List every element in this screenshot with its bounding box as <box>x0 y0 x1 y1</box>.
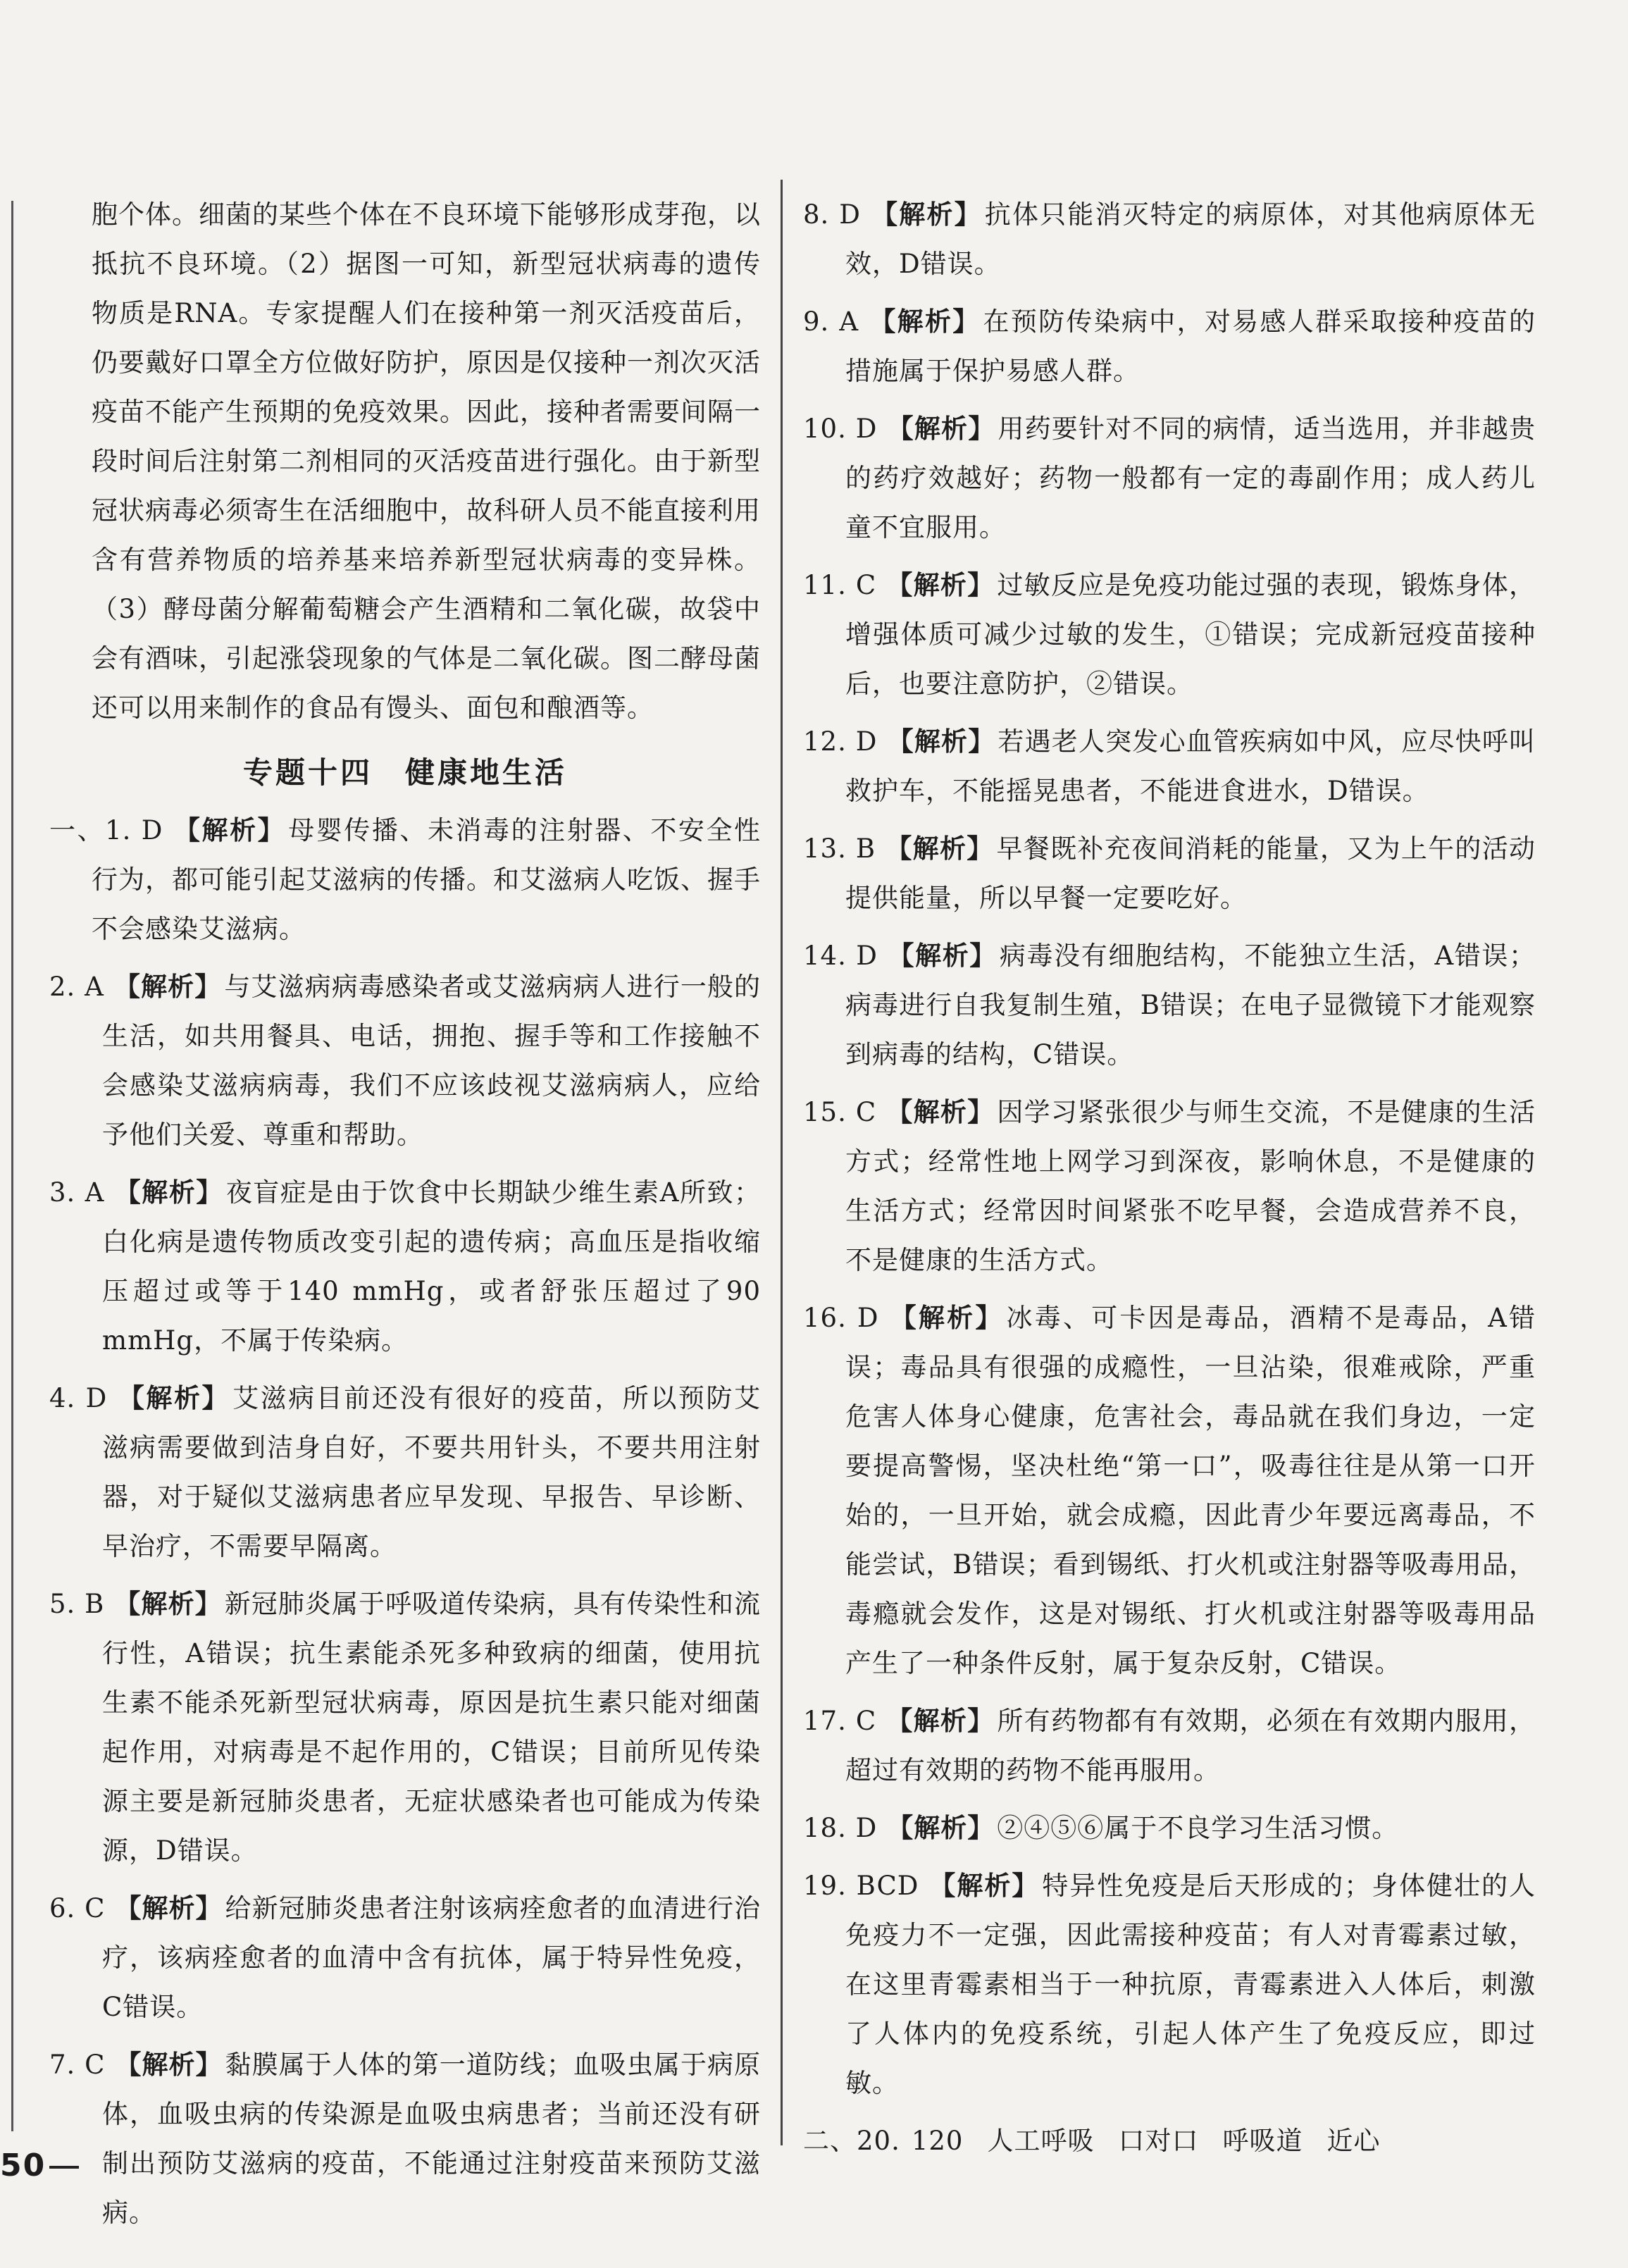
answer-item <box>49 806 761 954</box>
page-number-dash <box>49 2166 79 2169</box>
item-answer: C <box>855 1097 877 1127</box>
fill-answer: 人工呼吸 <box>987 2126 1095 2156</box>
item-number: 10. <box>803 414 847 444</box>
item-answer: D <box>141 815 163 845</box>
item-number: 3. <box>49 1177 76 1208</box>
answer-item <box>803 1804 1536 1853</box>
item-answer: C <box>855 1706 877 1736</box>
item-text: 特异性免疫是后天形成的；身体健壮的人免疫力不一定强，因此需接种疫苗；有人对青霉素过敏，在这里青霉素相当于一种抗原，青霉素进入人体后，刺激了人体内的免疫系统，引起人体产生了免疫反应，即过敏。 <box>845 1871 1536 2098</box>
item-text: 用药要针对不同的病情，适当选用，并非越贵的药疗效越好；药物一般都有一定的毒副作用；成人药儿童不宜服用。 <box>845 414 1536 543</box>
item-number: 5. <box>49 1589 76 1619</box>
right-column <box>803 190 1536 2174</box>
answer-item <box>803 717 1536 816</box>
item-text: 因学习紧张很少与师生交流，不是健康的生活方式；经常性地上网学习到深夜，影响休息，不是健康的生活方式；经常因时间紧张不吃早餐，会造成营养不良，不是健康的生活方式。 <box>845 1097 1536 1275</box>
fill-answer: 呼吸道 <box>1222 2126 1303 2156</box>
item-number: 8. <box>803 199 830 230</box>
analysis-tag: 【解析】 <box>115 2050 223 2080</box>
item-number: 11. <box>803 570 847 600</box>
item-text: ②④⑤⑥属于不良学习生活习惯。 <box>997 1813 1399 1843</box>
fill-answer: 近心 <box>1326 2126 1381 2156</box>
item-number: 17. <box>803 1706 847 1736</box>
answer-item <box>49 1580 761 1876</box>
item-text: 所有药物都有有效期，必须在有效期内服用，超过有效期的药物不能再服用。 <box>845 1706 1536 1785</box>
continuation-paragraph: 胞个体。细菌的某些个体在不良环境下能够形成芽孢，以抵抗不良环境。（2）据图一可知，新型冠状病毒的遗传物质是RNA。专家提醒人们在接种第一剂灭活疫苗后，仍要戴好口罩全方位做好防护，原因是仅接种一剂次灭活疫苗不能产生预期的免疫效果。因此，接种者需要间隔一段时间后注射第二剂相同的灭活疫苗进行强化。由于新型冠状病毒必须寄生在活细胞中，故科研人员不能直接利用含有营养物质的培养基来培养新型冠状病毒的变异株。（3）酵母菌分解葡萄糖会产生酒精和二氧化碳，故袋中会有酒味，引起涨袋现象的气体是二氧化碳。图二酵母菌还可以用来制作的食品有馒头、面包和酿酒等。 <box>92 199 761 723</box>
answer-item <box>49 1168 761 1365</box>
analysis-tag: 【解析】 <box>117 1383 230 1413</box>
analysis-tag: 【解析】 <box>886 834 994 864</box>
analysis-tag: 【解析】 <box>114 1589 222 1619</box>
item-text: 抗体只能消灭特定的病原体，对其他病原体无效，D错误。 <box>845 199 1536 279</box>
answer-item <box>803 1861 1536 2108</box>
item-number: 7. <box>49 2050 76 2080</box>
item-number: 1. <box>105 815 132 845</box>
item-number: 9. <box>803 306 830 337</box>
fill-answer: 口对口 <box>1118 2126 1199 2156</box>
item-answer: B <box>855 834 876 864</box>
item-answer: C <box>85 1893 106 1923</box>
item-text: 冰毒、可卡因是毒品，酒精不是毒品，A错误；毒品具有很强的成瘾性，一旦沾染，很难戒除，严重危害人体身心健康，危害社会，毒品就在我们身边，一定要提高警惕，坚决杜绝“第一口”，吸毒往往是从第一口开始的，一旦开始，就会成瘾，因此青少年要远离毒品，不能尝试，B错误；看到锡纸、打火机或注射器等吸毒用品，毒瘾就会发作，这是对锡纸、打火机或注射器等吸毒用品产生了一种条件反射，属于复杂反射，C错误。 <box>845 1303 1536 1678</box>
item-number: 13. <box>803 834 847 864</box>
analysis-tag: 【解析】 <box>870 199 982 230</box>
answer-item <box>803 404 1536 552</box>
item-answer: D <box>857 1303 879 1333</box>
item-number: 6. <box>49 1893 76 1923</box>
item-text: 若遇老人突发心血管疾病如中风，应尽快呼叫救护车，不能摇晃患者，不能进食进水，D错误。 <box>845 726 1536 806</box>
item-text: 病毒没有细胞结构，不能独立生活，A错误；病毒进行自我复制生殖，B错误；在电子显微镜下才能观察到病毒的结构，C错误。 <box>845 941 1536 1070</box>
item-answer: D <box>855 1813 878 1843</box>
analysis-tag: 【解析】 <box>887 726 995 757</box>
analysis-tag: 【解析】 <box>113 972 222 1002</box>
answer-item <box>49 1884 761 2032</box>
answer-item <box>49 2040 761 2238</box>
item-number: 14. <box>803 941 847 971</box>
analysis-tag: 【解析】 <box>888 1303 1004 1333</box>
item-answer: A <box>85 972 104 1002</box>
analysis-tag: 【解析】 <box>173 815 286 845</box>
left-column <box>49 190 761 2246</box>
item-text: 艾滋病目前还没有很好的疫苗，所以预防艾滋病需要做到洁身自好，不要共用针头，不要共用注射器，对于疑似艾滋病患者应早发现、早报告、早诊断、早治疗，不需要早隔离。 <box>102 1383 762 1561</box>
item-text: 与艾滋病病毒感染者或艾滋病病人进行一般的生活，如共用餐具、电话，拥抱、握手等和工作接触不会感染艾滋病病毒，我们不应该歧视艾滋病病人，应给予他们关爱、尊重和帮助。 <box>102 972 762 1150</box>
item-number: 18. <box>803 1813 847 1843</box>
item-answer: A <box>839 306 859 337</box>
answer-item <box>803 1294 1536 1688</box>
item-number: 2. <box>49 972 76 1002</box>
left-margin-rule <box>11 201 13 2131</box>
item-number: 19. <box>803 1871 847 1901</box>
item-answer: B <box>85 1589 105 1619</box>
item-text: 过敏反应是免疫功能过强的表现，锻炼身体，增强体质可减少过敏的发生，①错误；完成新冠疫苗接种后，也要注意防护，②错误。 <box>845 570 1536 699</box>
fill-in-answers <box>803 2117 1536 2166</box>
section-heading: 专题十四 健康地生活 <box>242 755 567 790</box>
analysis-tag: 【解析】 <box>887 414 995 444</box>
item-answer: C <box>85 2050 106 2080</box>
item-text: 给新冠肺炎患者注射该病痊愈者的血清进行治疗，该病痊愈者的血清中含有抗体，属于特异性免疫，C错误。 <box>102 1893 762 2022</box>
column-divider <box>781 180 783 2145</box>
item-answer: D <box>85 1383 108 1413</box>
item-number: 15. <box>803 1097 847 1127</box>
item-text: 在预防传染病中，对易感人群采取接种疫苗的措施属于保护易感人群。 <box>845 306 1536 386</box>
analysis-tag: 【解析】 <box>886 1706 995 1736</box>
answer-item <box>49 1374 761 1571</box>
answer-item <box>803 931 1536 1079</box>
fill-answer: 120 <box>911 2126 964 2156</box>
answer-item <box>803 190 1536 289</box>
item-answer: A <box>85 1177 105 1208</box>
page-number: 50 <box>0 2148 46 2183</box>
answer-item <box>803 1088 1536 1285</box>
item-answer: D <box>856 941 878 971</box>
answer-item <box>803 561 1536 709</box>
item-number: 16. <box>803 1303 847 1333</box>
item-answer: D <box>855 726 878 757</box>
item-number: 20. <box>857 2126 900 2156</box>
answer-item <box>803 824 1536 923</box>
item-text: 黏膜属于人体的第一道防线；血吸虫属于病原体，血吸虫病的传染源是血吸虫病患者；当前还没有研制出预防艾滋病的疫苗，不能通过注射疫苗来预防艾滋病。 <box>102 2050 762 2228</box>
analysis-tag: 【解析】 <box>886 1097 995 1127</box>
section-label: 二、 <box>803 2126 857 2156</box>
answer-item <box>803 1697 1536 1795</box>
item-text: 新冠肺炎属于呼吸道传染病，具有传染性和流行性，A错误；抗生素能杀死多种致病的细菌，使用抗生素不能杀死新型冠状病毒，原因是抗生素只能对细菌起作用，对病毒是不起作用的，C错误；目前所见传染源主要是新冠肺炎患者，无症状感染者也可能成为传染源，D错误。 <box>102 1589 762 1866</box>
analysis-tag: 【解析】 <box>928 1871 1040 1901</box>
answer-item <box>803 297 1536 396</box>
answer-item <box>49 962 761 1160</box>
item-text: 夜盲症是由于饮食中长期缺少维生素A所致；白化病是遗传物质改变引起的遗传病；高血压是指收缩压超过或等于140 mmHg，或者舒张压超过了90 mmHg，不属于传染病。 <box>102 1177 761 1356</box>
analysis-tag: 【解析】 <box>887 941 997 971</box>
item-text: 母婴传播、未消毒的注射器、不安全性行为，都可能引起艾滋病的传播。和艾滋病人吃饭、握手不会感染艾滋病。 <box>92 815 762 944</box>
item-number: 4. <box>49 1383 76 1413</box>
item-answer: C <box>855 570 877 600</box>
item-text: 早餐既补充夜间消耗的能量，又为上午的活动提供能量，所以早餐一定要吃好。 <box>845 834 1536 913</box>
item-number: 12. <box>803 726 847 757</box>
item-answer: D <box>855 414 878 444</box>
analysis-tag: 【解析】 <box>887 1813 995 1843</box>
analysis-tag: 【解析】 <box>114 1177 223 1208</box>
analysis-tag: 【解析】 <box>115 1893 223 1923</box>
analysis-tag: 【解析】 <box>869 306 981 337</box>
item-answer: D <box>839 199 861 230</box>
item-answer: BCD <box>856 1871 919 1901</box>
section-label: 一、 <box>49 815 106 845</box>
analysis-tag: 【解析】 <box>886 570 995 600</box>
